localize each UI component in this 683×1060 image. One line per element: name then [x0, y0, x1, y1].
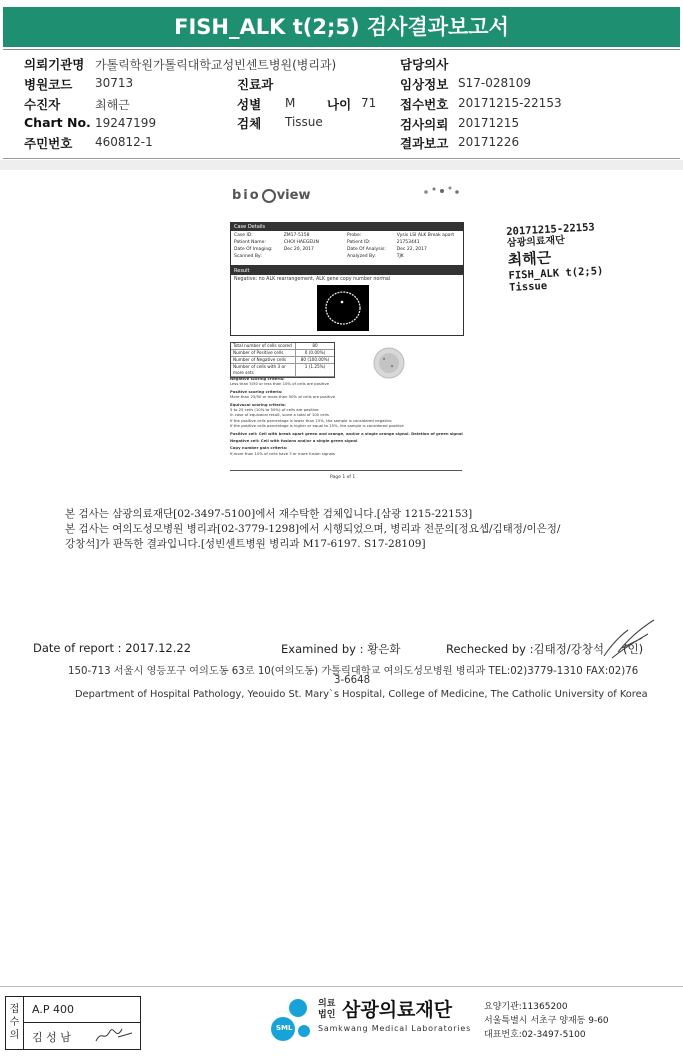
case-detail-cell: 21753441	[396, 240, 420, 245]
date-of-report: Date of report : 2017.12.22	[33, 641, 192, 655]
report-label: 결과보고	[400, 136, 449, 151]
org-address: 서울특별시 서초구 양재동 9-60	[484, 1016, 609, 1026]
case-detail-cell: Probe:	[346, 233, 362, 238]
table-cell: 1 (1.25%)	[295, 364, 334, 376]
request-label: 검사의뢰	[400, 117, 449, 132]
case-detail-row	[234, 246, 460, 253]
note-line-2: 본 검사는 여의도성모병원 병리과[02-3779-1298]에서 시행되었으며, 병리과 전문의[정요셉/김태정/이은정/	[65, 523, 561, 535]
cell-count-table	[230, 342, 335, 378]
address-line-2: 3-6648	[334, 675, 371, 686]
table-cell: 80 (100.00%)	[295, 357, 334, 363]
table-row	[231, 357, 334, 364]
case-detail-cell: Vysis LSI ALK Break apart	[396, 233, 455, 238]
criteria-line: If the positive cells percentage is higher or equal to 15%, the sample is considered positive	[230, 423, 404, 429]
case-detail-cell: Date Of Analysis:	[346, 247, 386, 252]
case-detail-cell: Dec 22, 2017	[396, 247, 427, 252]
info-divider	[3, 158, 680, 159]
scan-dots-decoration	[422, 182, 462, 201]
criteria-line: Positive scoring criteria:	[230, 388, 283, 394]
stamp-test: FISH_ALK t(2;5)	[508, 264, 604, 282]
chart-value: 19247199	[95, 116, 157, 130]
criteria-line: If more than 10% of cells have 3 or more fusion signals	[230, 450, 335, 456]
stamp-patient: 최해근	[507, 248, 552, 269]
case-detail-cell: TJK	[396, 254, 404, 259]
clinical-info-value: S17-028109	[458, 76, 532, 90]
table-cell: Total number of cells scored	[233, 343, 292, 348]
org-phone: 대표번호:02-3497-5100	[484, 1030, 586, 1040]
specimen-value: Tissue	[285, 115, 323, 129]
id-label: 주민번호	[24, 136, 73, 151]
patient-value: 최해근	[95, 98, 130, 112]
sex-label: 성별	[237, 97, 262, 112]
receipt-no-label: 접수번호	[400, 97, 449, 112]
criteria-line: Copy number gain criteria:	[230, 445, 288, 451]
case-detail-cell: Case ID:	[234, 233, 253, 238]
logo-circle-icon	[262, 189, 276, 203]
case-detail-cell: Date Of Imaging:	[234, 247, 273, 252]
case-detail-row	[234, 253, 460, 260]
sex-value: M	[285, 96, 296, 110]
case-detail-cell: Scanned By:	[234, 254, 262, 259]
doctor-label: 담당의사	[400, 57, 449, 72]
institution-code: 요양기관:11365200	[484, 1002, 568, 1012]
criteria-line: More than 25/50 or more than 50% of cells are positive	[230, 394, 336, 400]
institution-value: 가톨릭학원가톨릭대학교성빈센트병원(병리과)	[95, 58, 337, 72]
age-value: 71	[361, 96, 377, 110]
department-line: Department of Hospital Pathology, Yeouido St. Mary`s Hospital, College of Medicine, The Catholic University of Korea	[75, 689, 648, 700]
org-name: 삼광의료재단	[342, 999, 453, 1021]
receiver-signature	[94, 1023, 134, 1051]
stamp-org: 삼광의료재단	[506, 234, 566, 249]
sml-logo-icon	[268, 996, 314, 1050]
department-label: 진료과	[237, 77, 274, 92]
criteria-line: Equivocal scoring criteria:	[230, 401, 286, 407]
table-cell: Number of cells with 3 or more sets	[233, 364, 286, 375]
info-shadow	[0, 160, 683, 170]
case-details-box	[230, 222, 464, 266]
case-detail-cell	[284, 253, 347, 260]
receiver-name: 김 성 남	[32, 1031, 71, 1044]
criteria-line: Negative cell: Cell with fusions and/or a single green signal	[230, 438, 358, 444]
result-header: Result	[231, 267, 463, 275]
org-prefix: 의료 법인	[318, 999, 336, 1020]
table-cell: 80	[295, 343, 334, 349]
criteria-line: Negative scoring criteria:	[230, 376, 285, 381]
report-value: 20171226	[458, 135, 520, 149]
table-cell: 0 (0.00%)	[295, 350, 334, 356]
age-label: 나이	[327, 97, 352, 112]
stamp-receipt: 20171215-22153	[506, 221, 596, 238]
case-detail-row	[234, 232, 460, 239]
case-detail-cell: ZM17-5158	[283, 233, 310, 238]
scan-page-number: Page 1 of 1	[330, 475, 356, 480]
case-detail-cell: Dec 20, 2017	[283, 247, 314, 252]
table-row	[231, 350, 334, 357]
table-cell: Number of Negative cells	[233, 357, 287, 362]
receiver-box	[5, 996, 141, 1050]
receiver-box-label: 접수의	[6, 997, 24, 1049]
signature-scribble	[598, 614, 660, 664]
criteria-line: If the positive cells percentage is lower than 15%, the sample is considered negative	[230, 417, 392, 423]
specimen-stamp	[506, 221, 604, 294]
result-text: Negative: no ALK rearrangement, ALK gene copy number normal	[234, 277, 391, 282]
institution-label: 의뢰기관명	[24, 57, 85, 72]
criteria-line: Less than 5/50 or less than 10% of cells are positive	[230, 381, 330, 387]
scanned-report	[230, 178, 462, 486]
seal-mark: (인)	[623, 642, 644, 656]
criteria-line: In case of equivocal result, score a total of 100 cells	[230, 412, 329, 418]
receipt-no-value: 20171215-22153	[458, 96, 562, 110]
chart-label: Chart No.	[24, 115, 91, 130]
table-cell: Number of Positive cells	[233, 350, 284, 355]
sml-logo-text: SML	[276, 1024, 293, 1032]
case-detail-row	[234, 239, 460, 246]
fish-image	[317, 285, 369, 331]
note-line-1: 본 검사는 삼광의료재단[02-3497-5100]에서 재수탁한 검체입니다.[삼광 1215-22153]	[65, 508, 473, 520]
case-detail-cell: Analyzed By:	[346, 254, 376, 259]
case-detail-cell: Patient ID:	[346, 240, 371, 245]
hospital-code-value: 30713	[95, 76, 134, 90]
rechecked-by: Rechecked by :김태정/강창석	[446, 642, 605, 656]
examined-by: Examined by : 황은화	[281, 642, 401, 656]
id-value: 460812-1	[95, 135, 153, 149]
patient-label: 수진자	[24, 97, 61, 112]
hospital-code-label: 병원코드	[24, 77, 73, 92]
request-value: 20171215	[458, 116, 520, 130]
address-line-1: 150-713 서울시 영등포구 여의도동 63로 10(여의도동) 가톨릭대학교 여의도성모병원 병리과 TEL:02)3779-1310 FAX:02)76	[68, 666, 639, 677]
note-line-3: 강창석]가 판독한 결과입니다.[성빈센트병원 병리과 M17-6197. S17-28109]	[65, 538, 426, 550]
specimen-label: 검체	[237, 116, 262, 131]
case-details-header: Case Details	[231, 223, 463, 231]
criteria-line: 5 to 25 cells (10% to 50%) of cells are positive	[230, 407, 319, 413]
ap-code: A.P 400	[32, 1003, 74, 1016]
table-row	[231, 343, 334, 350]
case-detail-cell: Patient Name:	[234, 240, 266, 245]
stamp-specimen: Tissue	[508, 279, 548, 294]
result-box	[230, 266, 464, 336]
scan-footer-line	[230, 470, 462, 471]
scoring-criteria	[230, 374, 462, 456]
bottom-divider	[0, 986, 683, 987]
org-english-name: Samkwang Medical Laboratories	[318, 1024, 472, 1033]
criteria-line: Positive cell: Cell with break apart green and orange, and/or a single orange signal. Deletion of green signal	[230, 430, 463, 436]
header-divider	[3, 49, 680, 50]
clinical-info-label: 임상정보	[400, 77, 449, 92]
case-detail-cell: CHOI HAEGEUN	[283, 240, 319, 245]
bioview-logo: bio view	[232, 188, 311, 203]
report-title: FISH_ALK t(2;5) 검사결과보고서	[3, 7, 680, 47]
